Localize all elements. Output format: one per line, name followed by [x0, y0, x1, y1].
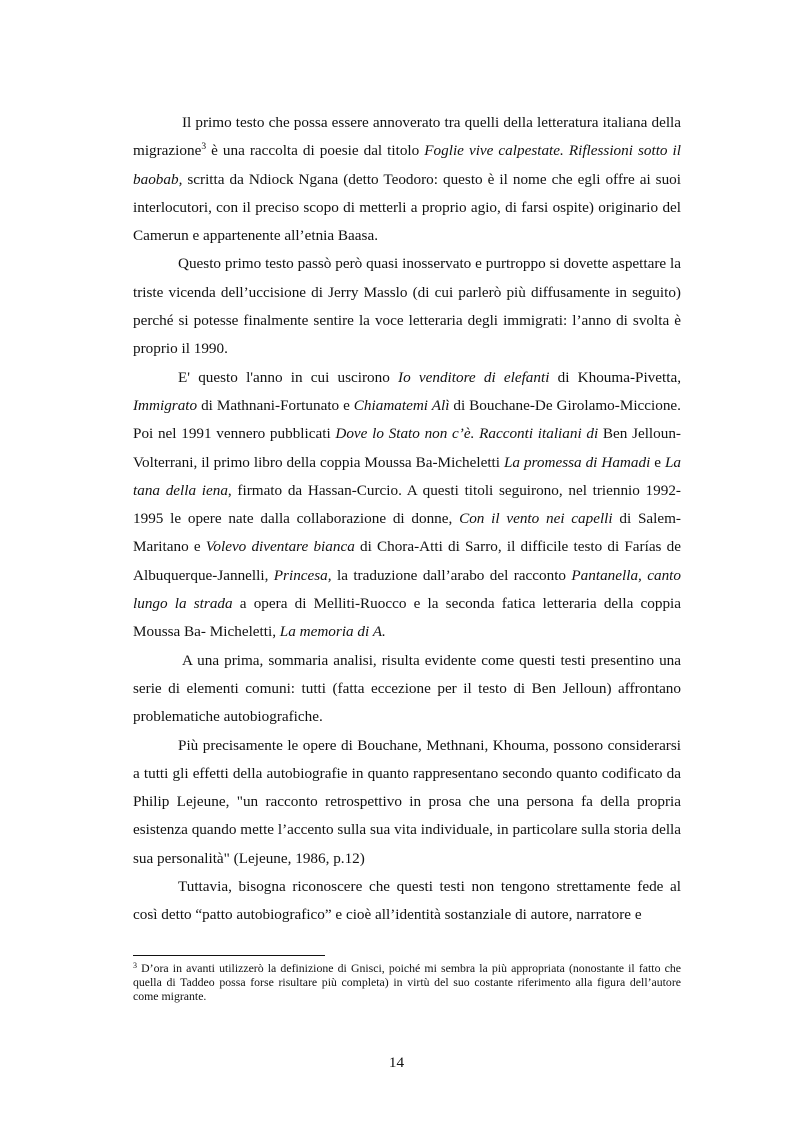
- text-segment: scritta da Ndiock Ngana (detto Teodoro: questo è il nome che egli offre ai suoi interlocutori, con il preciso scopo di metterli a proprio agio, di farsi ospite) originario del Camerun e appartenente all’etnia Baasa.: [133, 170, 681, 245]
- italic-title: Dove lo Stato non c’è. Racconti italiani di: [335, 425, 599, 443]
- text-segment: Ben Jelloun-Volterrani, il primo libro della coppia Moussa Ba-Micheletti: [133, 425, 681, 471]
- footnote-marker: 3: [133, 961, 137, 970]
- text-segment: di Mathnani-Fortunato e: [197, 396, 354, 414]
- text-segment: Il primo testo che possa essere annoverato tra quelli della letteratura italiana della migrazione: [133, 114, 681, 160]
- italic-title: La memoria di A.: [279, 623, 386, 641]
- paragraph-2: [133, 250, 681, 363]
- text-segment: la traduzione dall’arabo del racconto: [331, 566, 572, 584]
- text-segment: di Chora-Atti di Sarro, il difficile testo di Farías de Albuquerque-Jannelli,: [133, 538, 681, 584]
- italic-title: Volevo diventare bianca: [205, 538, 355, 556]
- paragraph-1: [133, 109, 681, 250]
- text-segment: Questo primo testo passò però quasi inosservato e purtroppo si dovette aspettare la triste vicenda dell’uccisione di Jerry Masslo (di cui parlerò più diffusamente in seguito) perché si potesse finalmente sentire la voce letteraria degli immigrati: l’anno di svolta è proprio il 1990.: [133, 255, 681, 358]
- footnote-reference: 3: [201, 142, 207, 153]
- italic-title: La tana della iena: [133, 453, 682, 499]
- text-segment: di Bouchane-De Girolamo-Miccione. Poi nel 1991 vennero pubblicati: [133, 396, 681, 443]
- paragraph-4: [133, 647, 681, 732]
- text-segment: di Salem-Maritano e: [133, 510, 681, 556]
- italic-title: Con il vento nei capelli: [459, 510, 613, 528]
- page-number: 14: [388, 1054, 405, 1071]
- italic-title: Pantanella, canto lungo la strada: [133, 566, 681, 613]
- text-segment: è una raccolta di poesie dal titolo: [206, 142, 425, 160]
- text-segment: Tuttavia, bisogna riconoscere che questi testi non tengono strettamente fede al così detto “patto autobiografico” e cioè all’identità sostanziale di autore, narratore e: [133, 878, 681, 924]
- text-segment: Più precisamente le opere di Bouchane, Methnani, Khouma, possono considerarsi a tutti gli effetti della autobiografie in quanto rappresentano secondo quanto codificato da Philip Lejeune, "un racconto retrospettivo in prosa che una persona fa della propria esistenza quando mette l’accento sulla sua vita individuale, in particolare sulla storia della sua personalità" (Lejeune, 1986, p.12): [133, 736, 681, 867]
- paragraph-3: [133, 364, 681, 647]
- italic-title: Io venditore di elefanti: [398, 368, 550, 386]
- paragraph-5: [133, 732, 681, 873]
- footnote: [133, 961, 681, 1004]
- text-segment: a opera di Melliti-Ruocco e la seconda fatica letteraria della coppia Moussa Ba- Micheletti,: [133, 595, 681, 641]
- text-segment: A una prima, sommaria analisi, risulta evidente come questi testi presentino una serie di elementi comuni: tutti (fatta eccezione per il testo di Ben Jelloun) affrontano problematiche autobiografiche.: [133, 651, 681, 726]
- text-segment: E' questo l'anno in cui uscirono: [178, 368, 399, 386]
- text-segment: , firmato da Hassan-Curcio. A questi titoli seguirono, nel triennio 1992-1995 le opere nate dalla collaborazione di donne,: [133, 481, 681, 528]
- italic-title: Princesa,: [273, 566, 332, 584]
- italic-title: La promessa di Hamadi: [503, 453, 651, 471]
- italic-title: Chiamatemi Alì: [353, 396, 450, 414]
- italic-title: Immigrato: [133, 396, 198, 414]
- text-segment: e: [650, 453, 665, 471]
- paragraph-6: [133, 873, 681, 930]
- text-segment: di Khouma-Pivetta,: [549, 368, 681, 386]
- footnote-separator: [133, 955, 325, 956]
- italic-title: Foglie vive calpestate. Riflessioni sotto il baobab,: [133, 142, 681, 188]
- body-text: [133, 109, 681, 930]
- footnote-text: D’ora in avanti utilizzerò la definizione di Gnisci, poiché mi sembra la più appropriata (nonostante il fatto che quella di Taddeo possa forse risultare più completa) in virtù del suo costante riferimento alla figura dell’autore come migrante.: [133, 961, 681, 1004]
